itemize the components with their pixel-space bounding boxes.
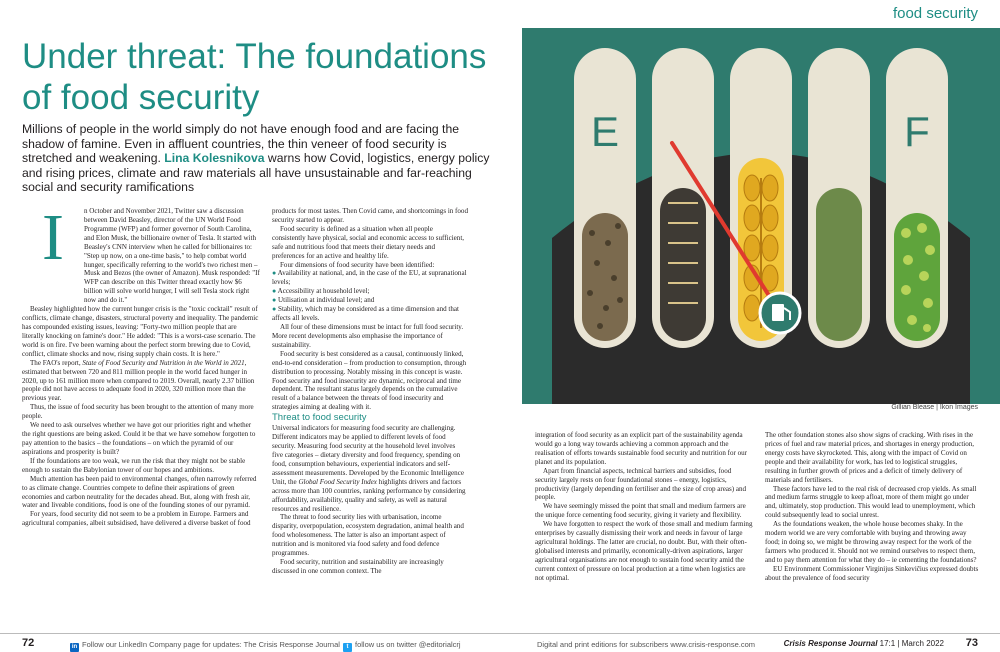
page-number-left: 72 <box>22 637 35 649</box>
paragraph: As the foundations weaken, the whole house becomes shaky. In the modern world we are very comfortable with buying and throwing away food; in doing so, we might be throwing away respect for the work of the farmers who produced it. Should not we remind ourselves to respect them, and to pay them attention for what they do – ie cementing the foundations? <box>765 520 977 564</box>
linkedin-link[interactable]: in Follow our LinkedIn Company page for updates: The Crisis Response Journal <box>71 640 340 650</box>
paragraph: For years, food security did not seem to be a problem in Europe. Farmers and agricultural companies, albeit subsidised, have delivered a diverse basket of food <box>22 510 251 528</box>
headline: Under threat: The foundations of food security <box>22 37 487 117</box>
paragraph: Apart from financial aspects, technical barriers and subsidies, food security largely rests on four foundational stones – energy, logistics, productivity (largely depending on fertiliser and the size of crop areas) and people. <box>535 466 747 502</box>
test-tube-4 <box>808 48 870 348</box>
gauge-label-empty: E <box>590 108 620 155</box>
paragraph: Food security is defined as a situation when all people consistently have physical, social and economic access to sufficient, safe and nutritious food that meets their dietary needs and preferences for an active and healthy life. <box>272 224 465 260</box>
paragraph: The threat to food security lies with urbanisation, income disparity, overpopulation, ecosystem degradation, animal health and food wholesomeness. The latter is also an important aspect of nutrition and is monitored via food safety and food defence programmes. <box>272 513 464 558</box>
body-column-3 <box>535 431 755 583</box>
paragraph: If the foundations are too weak, we run the risk that they might not be stable enough to sustain the Babylonian tower of our hopes and ambitions. <box>22 456 246 474</box>
paragraph: The FAO's report, State of Food Security and Nutrition in the World in 2021, estimated that between 720 and 811 million people in the world faced hunger in 2020, up to 161 million more when compared to 2019. Overall, nearly 2.37 billion people did not have access to adequate food in 2020, 320 million more than the previous year. <box>22 358 255 403</box>
paragraph: n October and November 2021, Twitter saw a discussion between David Beasley, director of the UN World Food Programme (WFP) and former governor of South Carolina, and Elon Musk, the billionaire owner of Tesla. It started with Beasley's CNN interview when he called for billionaires to: "Step up now, on a one-time basis," to help combat world hunger, specifically referring to the world's two richest men – Musk and Bezos (the owner of Amazon). Musk responded: "If WFP can describe on this Twitter thread exactly how $6 billion will solve world hunger, I will sell Tesla stock right now and do it." <box>84 207 260 305</box>
paragraph: We have forgotten to respect the work of those small and medium farming enterprises by casually dismissing their work and needs in favour of large agricultural holdings. The latter are crucial, no doubt. But, with their often-globalised interests and primarily, economically-driven aspirations, larger agricultural organisations are not enough to sustain food security amid the current context of pressure on local production at a time when logistics are not optimal. <box>535 520 753 582</box>
standfirst <box>22 122 492 195</box>
paragraph: We need to ask ourselves whether we have got our priorities right and whether the right questions are being asked. Could it be that we have somehow forgotten to pay attention to the basics – the foundations – on which the pyramid of our aspirations and prosperity is built? <box>22 421 256 456</box>
paragraph: The other foundation stones also show signs of cracking. With rises in the prices of fuel and raw material prices, and shortages in energy production, energy costs have skyrocketed. This, along with the impact of Covid on people and their availability for work, has led to logistical struggles, resulting in further growth of prices and a deficit of timely delivery of materials and fertilisers. <box>765 431 975 484</box>
standfirst-text-end: warns how Covid, logistics, energy policy and rising prices, climate and raw materials all have unsustainable and far-reaching social and security ramifications <box>22 151 490 195</box>
body-column-2 <box>272 207 468 576</box>
body-column-1 <box>22 201 260 528</box>
fuel-gauge-graphic <box>522 28 1000 404</box>
paragraph: Beasley highlighted how the current hunger crisis is the "toxic cocktail" result of conflicts, climate change, disasters, structural poverty and inequality. The pandemic has compounded existing issues, leaving: "Forty-two million people that are literally knocking on famine's door." He added: "This is a worst-case scenario. The world is on fire. I've been warning about the perfect storm brewing due to Covid, conflict, climate shocks and now, rising supply chain costs. It is here." <box>22 305 259 358</box>
fuel-pump-icon-body <box>772 304 784 321</box>
paragraph: integration of food security as an explicit part of the sustainability agenda would go a long way towards achieving a common approach and the realisation of efforts towards sustainable food security and nutrition for our planet and its population. <box>535 431 748 466</box>
paragraph: Food security is best considered as a causal, continuously linked, end-to-end consideration – from production to consumption, through distribution to processing. Notably missing in this concept is waste. Food security and food insecurity are dynamic, reciprocal and time dependent. The resultant status largely depends on the cumulative result of a balance between the threats of food insecurity and strategies aiming at dealing with it. <box>272 349 467 412</box>
paragraph: Food security, nutrition and sustainability are increasingly discussed in one common context. The <box>272 558 444 575</box>
subheading: Threat to food security <box>272 412 367 424</box>
drop-cap: I <box>42 201 64 274</box>
test-tube-1 <box>574 48 636 348</box>
twitter-link[interactable]: t follow us on twitter @editorialcrj <box>343 640 461 652</box>
page-footer <box>0 633 1000 652</box>
test-tube-5-corn <box>886 48 948 348</box>
paragraph: products for most tastes. Then Covid came, and shortcomings in food security started to appear. <box>272 207 468 224</box>
body-column-4 <box>765 431 980 583</box>
twitter-icon: t <box>343 643 352 652</box>
bullet-item: ● Stability, which may be considered as a time dimension and that affects all levels. <box>272 305 459 323</box>
section-tag: food security <box>892 5 978 22</box>
page-number-right: 73 <box>965 637 978 649</box>
standfirst-text: Millions of people in the world simply do not have enough food and are facing the shadow of famine. Even in affluent countries, the thin veneer of food security is stretched and weakening. <box>22 122 460 166</box>
bullet-item: ● Accessibility at household level; <box>272 287 370 296</box>
bullet-item: ● Utilisation at individual level; and <box>272 296 375 305</box>
paragraph: EU Environment Commissioner Virginijus Sinkevičius expressed doubts about the prevalence of food security <box>765 564 979 582</box>
subscription-link[interactable]: Digital and print editions for subscribers www.crisis-response.com <box>537 640 755 649</box>
paragraph: Thus, the issue of food security has been brought to the attention of many more people. <box>22 403 254 421</box>
paragraph: Universal indicators for measuring food security are challenging. Different indicators may be applied to different levels of food security. Measuring food security at the household level involves five categories – dietary diversity and food frequency, spending on food, consumption behaviours, experiential indicators and self-assessment measurements. Developed by the Economic Intelligence Unit, the Global Food Security Index highlights drivers and factors across more than 100 countries, ranking performance by considering affordability, availability, quality and safety, as well as natural resources and resilience. <box>272 424 466 513</box>
journal-issue: Crisis Response Journal 17:1 | March 2022 <box>783 639 944 648</box>
gauge-label-full: F <box>904 108 930 155</box>
image-credit: Gillian Blease | Ikon Images <box>891 404 978 411</box>
bullet-item: ● Availability at national, and, in the case of the EU, at supranational levels; <box>272 269 467 287</box>
linkedin-icon: in <box>71 644 78 650</box>
fuel-gauge-illustration <box>522 28 1000 404</box>
paragraph: We have seemingly missed the point that small and medium farmers are the unique force cementing food security, giving it variety and flexibility. <box>535 502 746 520</box>
author-name: Lina Kolesnikova <box>164 151 265 166</box>
paragraph: Four dimensions of food security have been identified: <box>280 260 435 269</box>
paragraph: These factors have led to the real risk of decreased crop yields. As small and medium farms struggle to keep afloat, more of them might go under and, ultimately, stop production. This would lead to unemployment, which could subsequently lead to social unrest. <box>765 484 977 520</box>
paragraph: All four of these dimensions must be intact for full food security. More recent developments also emphasise the importance of sustainability. <box>272 322 464 349</box>
paragraph: Much attention has been paid to environmental changes, often narrowly referred to as climate change. Countries compete to define their aspirations of green economies and carbon neutrality for the decades ahead. But, along with fresh air, water and liveable conditions, food is one of the founding stones of our pyramid. <box>22 474 257 510</box>
